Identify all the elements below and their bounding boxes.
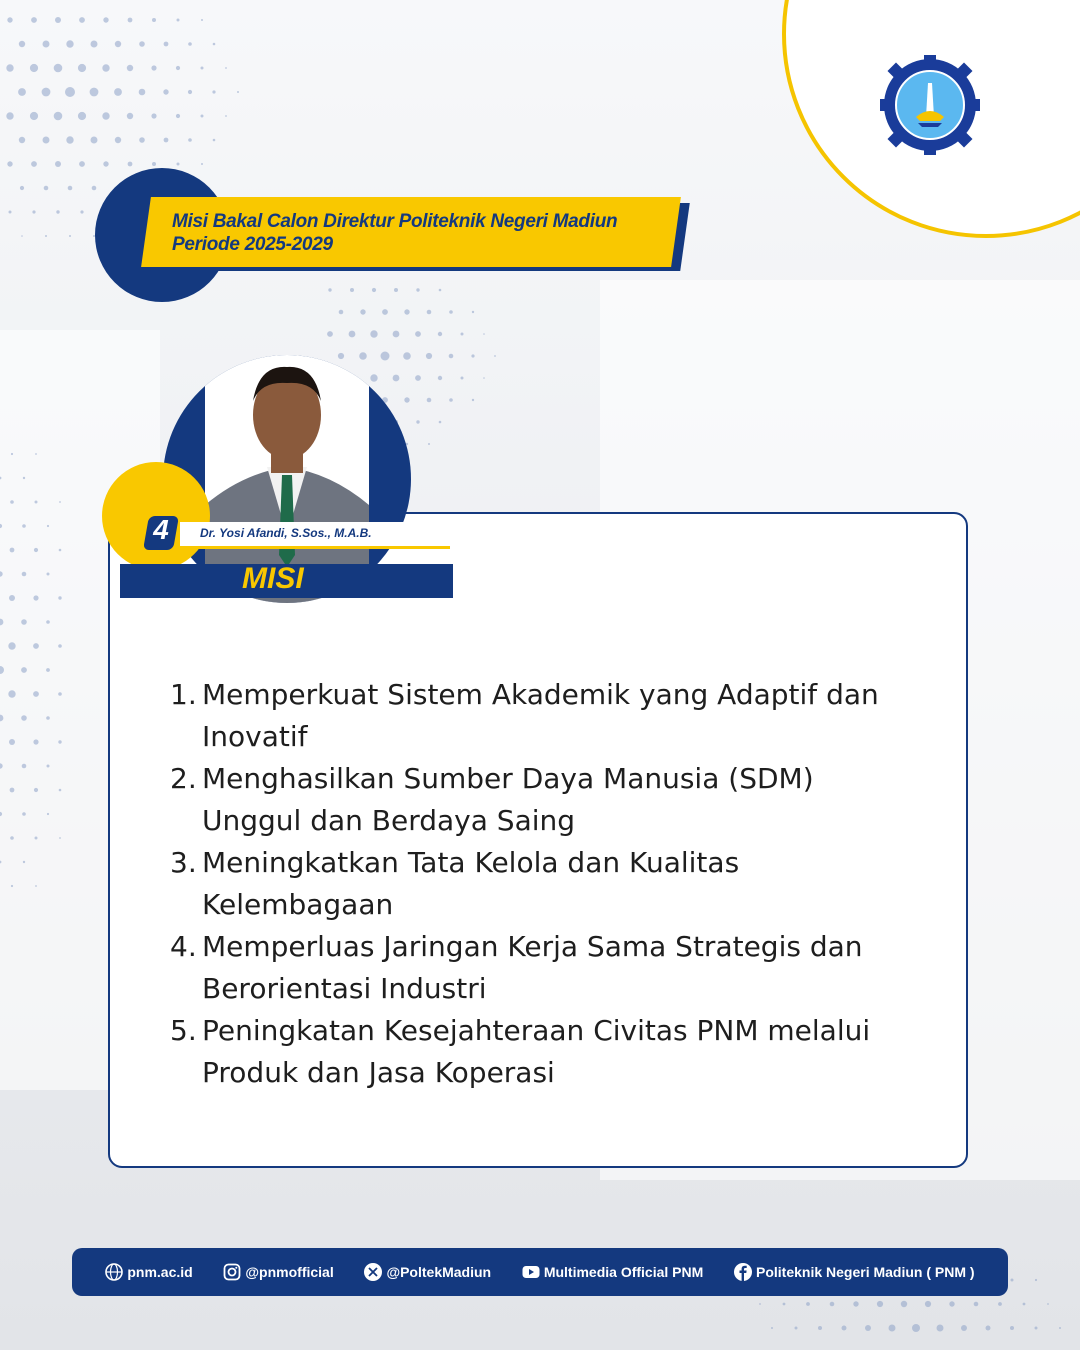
decor-dot	[59, 549, 62, 552]
decor-dot	[91, 137, 98, 144]
decor-dot	[43, 137, 50, 144]
decor-dot	[11, 885, 13, 887]
decor-dot	[164, 138, 169, 143]
decor-dot	[21, 715, 27, 721]
decor-dot	[225, 67, 227, 69]
decor-dot	[0, 524, 2, 528]
decor-dot	[55, 161, 61, 167]
decor-dot	[19, 137, 25, 143]
decor-dot	[471, 354, 474, 357]
decor-dot	[0, 812, 2, 816]
decor-dot	[47, 525, 49, 527]
list-item-number: 1.	[170, 678, 197, 711]
decor-dot	[78, 64, 86, 72]
decor-dot	[0, 763, 3, 768]
decor-dot	[58, 644, 62, 648]
decor-dot	[58, 596, 61, 599]
decor-dot	[0, 715, 3, 722]
decor-dot	[9, 211, 12, 214]
decor-dot	[213, 43, 216, 46]
youtube-link[interactable]	[522, 1263, 703, 1281]
decor-dot	[127, 113, 133, 119]
website-label: pnm.ac.id	[127, 1264, 193, 1280]
decor-dot	[842, 1326, 847, 1331]
decor-dot	[151, 113, 156, 118]
decor-dot	[19, 41, 25, 47]
decor-dot	[889, 1325, 896, 1332]
decor-dot	[139, 41, 145, 47]
decor-dot	[912, 1324, 920, 1332]
decor-dot	[139, 89, 146, 96]
decor-dot	[11, 453, 13, 455]
decor-dot	[0, 861, 1, 864]
globe-icon	[105, 1263, 123, 1281]
decor-dot	[115, 137, 121, 143]
decor-dot	[33, 691, 39, 697]
decor-dot	[34, 788, 38, 792]
decor-dot	[0, 477, 1, 480]
list-item-text: Memperluas Jaringan Kerja Sama Strategis dan Berorientasi Industri	[202, 930, 863, 1005]
decor-dot	[47, 813, 49, 815]
decor-dot	[102, 64, 109, 71]
decor-dot	[494, 355, 496, 357]
list-item	[170, 758, 920, 842]
decor-dot	[79, 161, 85, 167]
decor-dot	[1059, 1327, 1061, 1329]
decor-dot	[20, 186, 24, 190]
decor-dot	[7, 161, 12, 166]
list-item-text: Memperkuat Sistem Akademik yang Adaptif dan Inovatif	[202, 678, 879, 753]
decor-dot	[1035, 1327, 1038, 1330]
decor-dot	[31, 161, 37, 167]
decor-dot	[9, 739, 15, 745]
decor-dot	[152, 18, 156, 22]
pnm-logo-icon	[880, 55, 980, 155]
decor-dot	[69, 235, 71, 237]
decor-dot	[381, 352, 390, 361]
decor-dot	[9, 595, 15, 601]
decor-dot	[901, 1301, 907, 1307]
decor-dot	[416, 288, 419, 291]
decor-dot	[795, 1327, 798, 1330]
section-label: MISI	[242, 562, 304, 595]
decor-dot	[188, 90, 192, 94]
decor-dot	[102, 112, 109, 119]
title-line-2: Periode 2025-2029	[172, 234, 333, 255]
facebook-link[interactable]	[734, 1263, 975, 1281]
decor-dot	[428, 443, 430, 445]
facebook-label: Politeknik Negeri Madiun ( PNM )	[755, 1264, 975, 1280]
decor-dot	[30, 64, 38, 72]
decor-dot	[949, 1301, 954, 1306]
decor-dot	[1011, 1279, 1014, 1282]
decor-dot	[163, 89, 168, 94]
decor-dot	[0, 666, 4, 674]
decor-dot	[237, 91, 239, 93]
instagram-link[interactable]	[223, 1263, 333, 1281]
decor-dot	[8, 690, 15, 697]
instagram-icon	[223, 1263, 241, 1281]
decor-dot	[47, 573, 50, 576]
list-item-number: 5.	[170, 1014, 197, 1047]
decor-dot	[35, 885, 37, 887]
decor-dot	[177, 163, 180, 166]
list-item	[170, 674, 920, 758]
facebook-icon	[734, 1263, 752, 1281]
decor-dot	[177, 19, 180, 22]
decor-dot	[393, 375, 400, 382]
decor-dot	[998, 1302, 1002, 1306]
decor-dot	[188, 42, 192, 46]
decor-dot	[439, 289, 442, 292]
decor-dot	[438, 376, 442, 380]
list-item-text: Meningkatkan Tata Kelola dan Kualitas Kelembagaan	[202, 846, 740, 921]
decor-dot	[127, 65, 133, 71]
decor-dot	[449, 310, 453, 314]
decor-dot	[31, 17, 37, 23]
x-label: @PoltekMadiun	[386, 1264, 492, 1280]
decor-dot	[139, 137, 145, 143]
decor-dot	[91, 41, 98, 48]
decor-dot	[404, 309, 409, 314]
decor-dot	[59, 789, 62, 792]
decor-dot	[370, 330, 377, 337]
decor-dot	[461, 377, 464, 380]
decor-dot	[42, 88, 51, 97]
decor-dot	[35, 501, 38, 504]
decor-dot	[66, 40, 73, 47]
decor-dot	[56, 210, 59, 213]
decor-dot	[937, 1325, 944, 1332]
decor-dot	[212, 90, 215, 93]
decor-dot	[176, 66, 180, 70]
list-item-number: 4.	[170, 930, 197, 963]
decor-dot	[103, 161, 108, 166]
decor-dot	[818, 1326, 822, 1330]
list-item	[170, 842, 920, 926]
decor-dot	[90, 88, 99, 97]
decor-dot	[403, 352, 411, 360]
list-item-text: Menghasilkan Sumber Daya Manusia (SDM) Unggul dan Berdaya Saing	[202, 762, 814, 837]
decor-dot	[472, 311, 474, 313]
decor-dot	[44, 186, 49, 191]
decor-dot	[6, 64, 13, 71]
decor-dot	[961, 1325, 967, 1331]
decor-dot	[427, 398, 432, 403]
decor-dot	[152, 162, 156, 166]
decor-dot	[21, 235, 23, 237]
decor-dot	[68, 186, 73, 191]
decor-dot	[427, 310, 432, 315]
decor-dot	[103, 17, 108, 22]
decor-dot	[393, 331, 400, 338]
decor-dot	[115, 41, 121, 47]
decor-dot	[7, 17, 12, 22]
decor-dot	[10, 788, 15, 793]
social-footer	[72, 1248, 1008, 1296]
decor-dot	[22, 764, 27, 769]
decor-dot	[986, 1326, 991, 1331]
decor-dot	[79, 17, 85, 23]
decor-dot	[22, 524, 26, 528]
decor-dot	[80, 210, 83, 213]
decor-dot	[47, 765, 50, 768]
decor-dot	[43, 41, 50, 48]
decor-dot	[176, 114, 180, 118]
title-line-1: Misi Bakal Calon Direktur Politeknik Negeri Madiun	[172, 211, 618, 232]
decor-dot	[415, 331, 421, 337]
decor-dot	[8, 642, 15, 649]
decor-dot	[58, 692, 62, 696]
decor-dot	[416, 420, 419, 423]
decor-dot	[54, 112, 63, 121]
decor-dot	[59, 501, 61, 503]
decor-dot	[1035, 1279, 1037, 1281]
decor-dot	[54, 64, 63, 73]
decor-dot	[128, 162, 133, 167]
decor-dot	[394, 288, 398, 292]
decor-dot	[349, 331, 356, 338]
decor-dot	[783, 1303, 786, 1306]
decor-dot	[32, 210, 35, 213]
page-title	[172, 210, 672, 256]
decor-dot	[806, 1302, 810, 1306]
decor-dot	[1023, 1303, 1026, 1306]
decor-dot	[0, 619, 3, 626]
decor-dot	[21, 667, 27, 673]
decor-dot	[449, 398, 453, 402]
decor-dot	[66, 136, 73, 143]
candidate-name: Dr. Yosi Afandi, S.Sos., M.A.B.	[200, 526, 372, 540]
decor-dot	[33, 643, 39, 649]
decor-dot	[225, 115, 227, 117]
decor-dot	[114, 88, 122, 96]
list-item	[170, 926, 920, 1010]
decor-dot	[201, 67, 204, 70]
x-icon	[364, 1263, 382, 1281]
decor-dot	[415, 375, 421, 381]
decor-dot	[35, 453, 37, 455]
decor-dot	[128, 18, 133, 23]
list-item	[170, 1010, 920, 1094]
decor-dot	[46, 716, 50, 720]
decor-dot	[461, 333, 464, 336]
youtube-icon	[522, 1263, 540, 1281]
decor-dot	[201, 163, 203, 165]
decor-dot	[338, 353, 344, 359]
decor-dot	[23, 477, 25, 479]
decor-dot	[759, 1303, 761, 1305]
decor-dot	[213, 139, 216, 142]
decor-dot	[22, 812, 26, 816]
decor-dot	[201, 115, 204, 118]
list-item-number: 2.	[170, 762, 197, 795]
list-item-text: Peningkatan Kesejahteraan Civitas PNM melalui Produk dan Jasa Koperasi	[202, 1014, 871, 1089]
decor-dot	[449, 354, 454, 359]
decor-dot	[22, 572, 27, 577]
decor-dot	[151, 65, 156, 70]
decor-dot	[35, 837, 38, 840]
decor-dot	[370, 374, 377, 381]
decor-dot	[853, 1301, 858, 1306]
decor-dot	[59, 837, 61, 839]
decor-dot	[33, 595, 38, 600]
decor-dot	[339, 310, 344, 315]
decor-dot	[925, 1301, 931, 1307]
decor-dot	[188, 138, 192, 142]
decor-dot	[58, 740, 61, 743]
decor-dot	[483, 333, 485, 335]
decor-dot	[350, 288, 354, 292]
decor-dot	[55, 17, 61, 23]
decor-dot	[438, 332, 442, 336]
decor-dot	[30, 112, 38, 120]
decor-dot	[23, 861, 25, 863]
decor-dot	[18, 88, 26, 96]
decor-dot	[46, 668, 50, 672]
decor-dot	[1047, 1303, 1049, 1305]
decor-dot	[865, 1325, 871, 1331]
decor-dot	[33, 739, 38, 744]
decor-dot	[359, 352, 367, 360]
decor-dot	[34, 548, 38, 552]
candidate-number: 4	[153, 514, 169, 545]
decor-dot	[45, 235, 47, 237]
decor-dot	[771, 1327, 773, 1329]
decor-dot	[92, 186, 97, 191]
decor-dot	[382, 309, 388, 315]
list-item-number: 3.	[170, 846, 197, 879]
decor-dot	[21, 619, 27, 625]
decor-dot	[360, 309, 365, 314]
decor-dot	[372, 288, 376, 292]
x-link[interactable]	[364, 1263, 491, 1281]
decor-dot	[164, 42, 169, 47]
decor-dot	[328, 288, 331, 291]
decor-dot	[877, 1301, 883, 1307]
decor-dot	[472, 399, 474, 401]
website-link[interactable]	[105, 1263, 192, 1281]
decor-dot	[10, 548, 15, 553]
decor-dot	[974, 1302, 979, 1307]
instagram-label: @pnmofficial	[245, 1264, 334, 1280]
decor-dot	[10, 500, 14, 504]
decor-dot	[78, 112, 86, 120]
decor-dot	[327, 331, 333, 337]
decor-dot	[1010, 1326, 1014, 1330]
decor-dot	[6, 112, 13, 119]
decor-dot	[830, 1302, 835, 1307]
decor-dot	[439, 421, 442, 424]
decor-dot	[201, 19, 203, 21]
decor-dot	[404, 397, 409, 402]
decor-dot	[46, 620, 50, 624]
decor-dot	[0, 571, 3, 576]
decor-dot	[426, 353, 432, 359]
decor-dot	[10, 836, 14, 840]
decor-dot	[483, 377, 485, 379]
mission-list	[170, 674, 920, 1094]
youtube-label: Multimedia Official PNM	[543, 1264, 704, 1280]
decor-dot	[65, 87, 75, 97]
